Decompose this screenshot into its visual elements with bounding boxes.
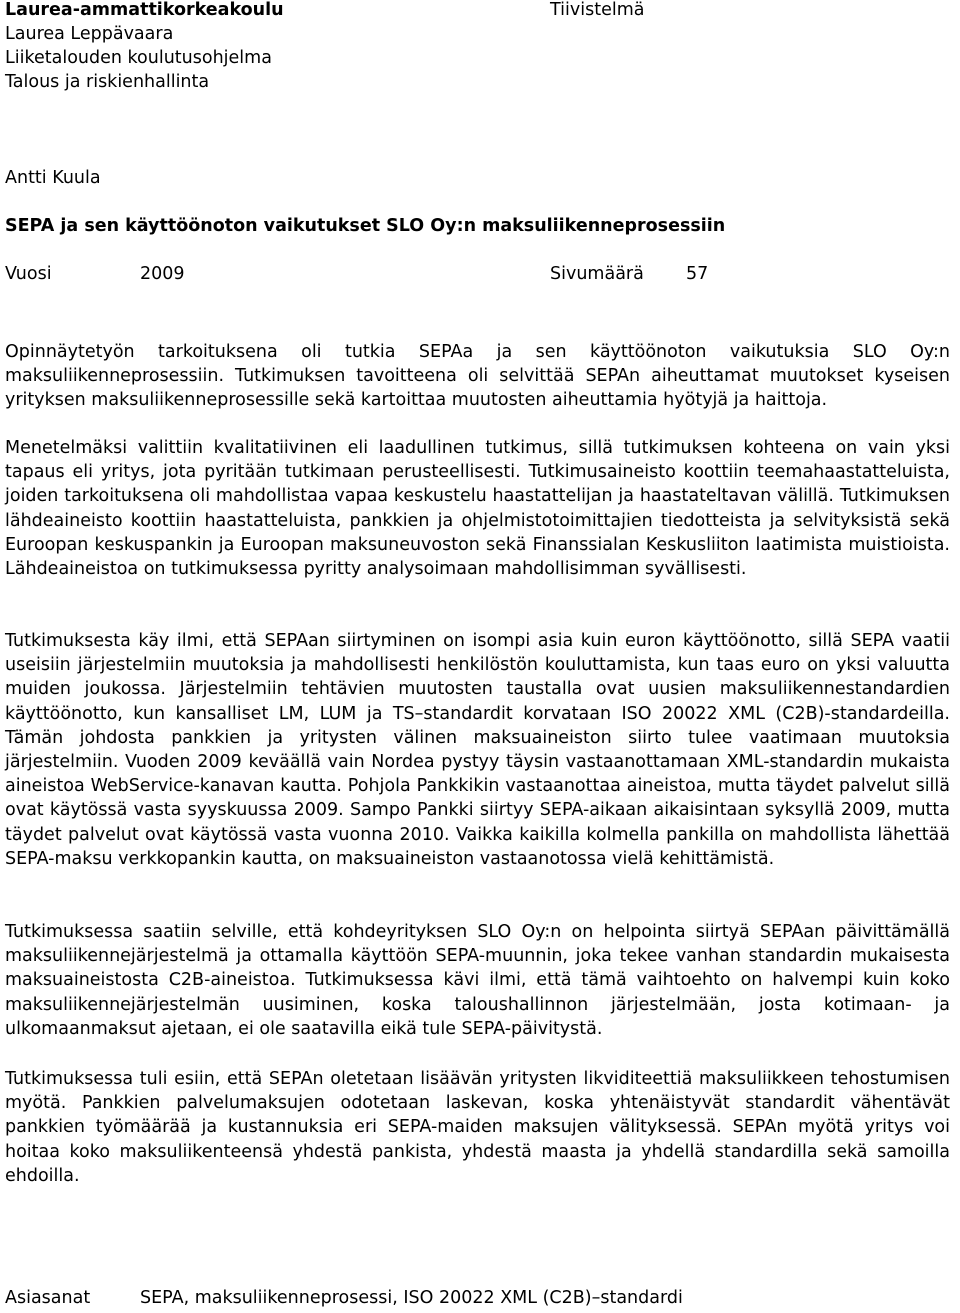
keywords-value: SEPA, maksuliikenneprosessi, ISO 20022 XML (C2B)–standardi — [140, 1288, 683, 1308]
keywords-label: Asiasanat — [5, 1288, 91, 1308]
abstract-paragraph-2 — [5, 436, 950, 581]
pages-label: Sivumäärä — [550, 264, 644, 284]
abstract-paragraph-4 — [5, 920, 950, 1041]
paragraph-text: Opinnäytetyön tarkoituksena oli tutkia SEPAa ja sen käyttöönoton vaikutuksia SLO Oy:n maksuliikenneprosessiin. Tutkimuksen tavoitteena oli selvittää SEPAn aiheuttamat muutokset kyseisen yrityksen maksuliikenneprosessille sekä kartoittaa muutosten aiheuttamia hyötyjä ja haittoja. — [5, 342, 950, 411]
paragraph-text: Tutkimuksessa saatiin selville, että kohdeyrityksen SLO Oy:n on helpointa siirtyä SEPAan päivittämällä maksuliikennejärjestelmä ja ottamalla käyttöön SEPA-muunnin, joka tekee vanhan standardin mukaisesta maksuaineistosta C2B-aineistoa. Tutkimuksessa kävi ilmi, että tämä vaihtoehto on halvempi kuin koko maksuliikennejärjestelmän uusiminen, koska taloushallinnon järjestelmään, josta kotimaan- ja ulkomaanmaksut ajetaan, ei ole saatavilla eikä tule SEPA-päivitystä. — [5, 922, 950, 1039]
institution-name: Laurea-ammattikorkeakoulu — [5, 0, 284, 20]
doc-type: Tiivistelmä — [550, 0, 645, 20]
abstract-paragraph-3 — [5, 629, 950, 871]
specialization: Talous ja riskienhallinta — [5, 72, 210, 92]
degree-programme: Liiketalouden koulutusohjelma — [5, 48, 272, 68]
pages-value: 57 — [686, 264, 709, 284]
unit-name: Laurea Leppävaara — [5, 24, 174, 44]
paragraph-text: Menetelmäksi valittiin kvalitatiivinen eli laadullinen tutkimus, sillä tutkimuksen kohteena on vain yksi tapaus eli yritys, jota pyritään tutkimaan perusteellisesti. Tutkimusaineisto koottiin teemahaastatteluista, joiden tarkoituksena oli mahdollistaa vapaa keskustelu haastattelijan ja haastateltavan välillä. Tutkimuksen lähdeaineisto koottiin haastatteluista, pankkien ja ohjelmistotoimittajien tiedotteista ja selvityksistä sekä Euroopan keskuspankin ja Euroopan maksuneuvoston sekä Finanssialan Keskusliiton laatimista muistioista. Lähdeaineistoa on tutkimuksessa pyritty analysoimaan mahdollisimman syvällisesti. — [5, 438, 950, 580]
year-value: 2009 — [140, 264, 185, 284]
author-name: Antti Kuula — [5, 168, 101, 188]
abstract-paragraph-5 — [5, 1067, 950, 1188]
year-label: Vuosi — [5, 264, 52, 284]
abstract-paragraph-1 — [5, 340, 950, 413]
paragraph-text: Tutkimuksesta käy ilmi, että SEPAan siirtyminen on isompi asia kuin euron käyttöönotto, sillä SEPA vaatii useisiin järjestelmiin muutoksia ja mahdollisesti henkilöstön kouluttamista, kun taas euro on yksi valuutta muiden joukossa. Järjestelmiin tehtävien muutosten taustalla ovat uusien maksuliikennestandardien käyttöönotto, kun kansalliset LM, LUM ja TS–standardit korvataan ISO 20022 XML (C2B)-standardeilla. Tämän johdosta pankkien ja yritysten välinen maksuaineiston siirto tulee vaatimaan muutoksia järjestelmiin. Vuoden 2009 keväällä vain Nordea pystyy täysin vastaanottamaan XML-standardin mukaista aineistoa WebService-kanavan kautta. Pohjola Pankkikin vastaanottaa aineistoa, mutta täydet palvelut sillä ovat käytössä vasta syyskuussa 2009. Sampo Pankki siirtyy SEPA-aikaan aikaisintaan syksyllä 2009, mutta täydet palvelut ovat käytössä vasta vuonna 2010. Vaikka kaikilla kolmella pankilla on mahdollista lähettää SEPA-maksu verkkopankin kautta, on maksuaineiston vastaanotossa vielä kehittämistä. — [5, 631, 950, 869]
paragraph-text: Tutkimuksessa tuli esiin, että SEPAn oletetaan lisäävän yritysten likviditeettiä maksuliikkeen tehostumisen myötä. Pankkien palvelumaksujen odotetaan laskevan, koska yhtenäistyvät standardit vähentävät pankkien työmäärää ja kustannuksia eri SEPA-maiden maksujen välityksessä. SEPAn myötä yritys voi hoitaa koko maksuliikenteensä yhdestä pankista, yhdestä maasta ja yhdellä standardilla sekä samoilla ehdoilla. — [5, 1069, 950, 1186]
header-left — [5, 0, 284, 94]
thesis-title: SEPA ja sen käyttöönoton vaikutukset SLO Oy:n maksuliikenneprosessiin — [5, 216, 726, 236]
